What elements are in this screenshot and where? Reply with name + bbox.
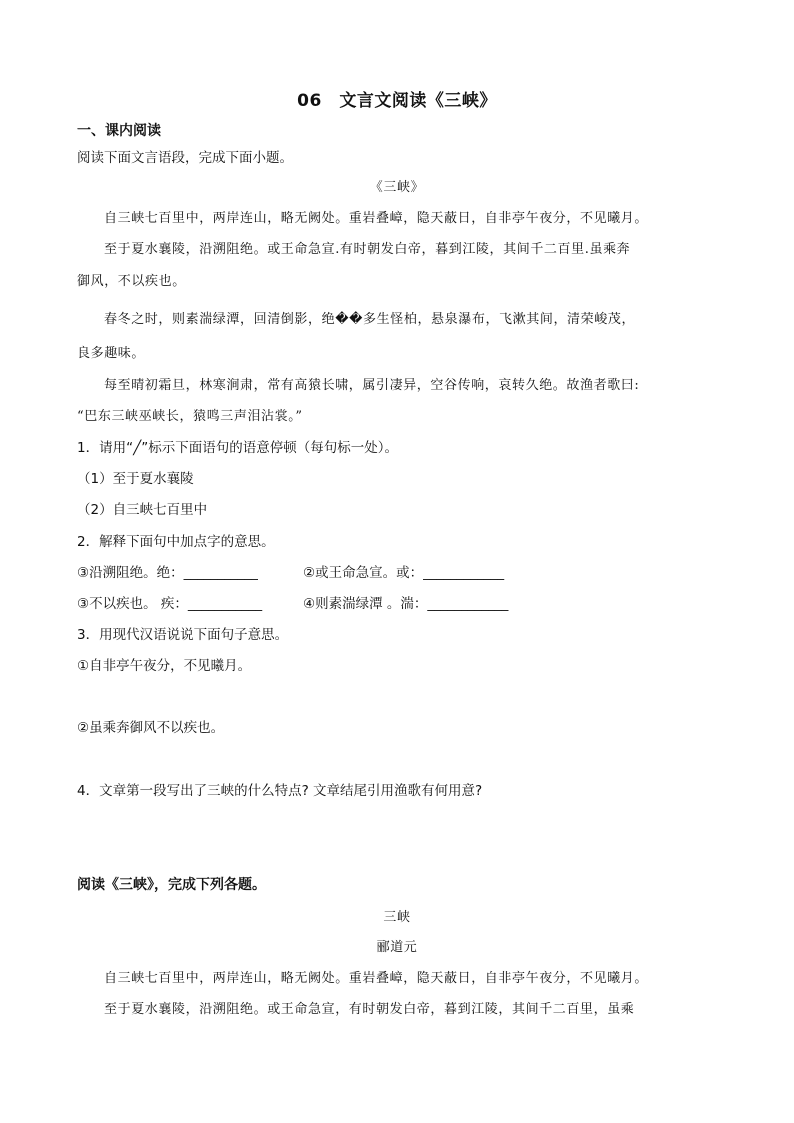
question-1-item: （1）至于夏水襄陵 [77,471,194,487]
question-2-item: ②或王命急宣。或：____________ [303,565,505,581]
passage-paragraph: 自三峡七百里中，两岸连山，略无阙处。重岩叠嶂，隐天蔽日，自非亭午夜分，不见曦月。 [104,211,649,226]
passage-paragraph: 至于夏水襄陵，沿溯阻绝。或王命急宣.有时朝发白帝，暮到江陵，其间千二百里.虽乘奔 [104,242,631,257]
passage-paragraph: 至于夏水襄陵，沿溯阻绝。或王命急宣，有时朝发白帝，暮到江陵，其间千二百里，虽乘 [104,1002,635,1017]
instruction-text: 阅读下面文言语段，完成下面小题。 [77,150,293,166]
question-3-item: ②虽乘奔御风不以疾也。 [77,720,225,736]
passage-author: 郦道元 [376,940,418,955]
section-2-instruction: 阅读《三峡》，完成下列各题。 [77,877,266,893]
question-4: 4．文章第一段写出了三峡的什么特点? 文章结尾引用渔歌有何用意? [77,783,483,799]
passage-paragraph-continued: 御风，不以疾也。 [77,274,186,289]
question-3-item: ①自非亭午夜分，不见曦月。 [77,658,252,674]
question-2-item: ③不以疾也。 疾：___________ [77,596,263,612]
page-title: 06 文言文阅读《三峡》 [297,91,497,111]
question-2-item: ③沿溯阻绝。绝：___________ [77,565,258,581]
section-heading: 一、课内阅读 [77,123,161,139]
passage-paragraph-continued: 良多趣味。 [77,346,146,361]
passage-paragraph: 春冬之时，则素湍绿潭，回清倒影，绝��多生怪柏，悬泉瀑布，飞漱其间，清荣峻茂， [104,312,636,327]
question-1: 1．请用“╱”标示下面语句的语意停顿（每句标一处）。 [77,440,398,456]
passage-title: 《三峡》 [369,180,425,195]
passage-paragraph: 每至晴初霜旦，林寒涧肃，常有高猿长啸，属引凄异，空谷传响，哀转久绝。故渔者歌曰: [104,378,640,393]
question-2: 2．解释下面句中加点字的意思。 [77,534,275,550]
passage-paragraph: 自三峡七百里中，两岸连山，略无阙处。重岩叠嶂，隐天蔽日，自非亭午夜分，不见曦月。 [104,971,649,986]
passage-title: 三峡 [383,910,411,925]
question-1-item: （2）自三峡七百里中 [77,502,208,518]
passage-paragraph-continued: “巴东三峡巫峡长，猿鸣三声泪沾裳。” [77,409,303,424]
question-3: 3．用现代汉语说说下面句子意思。 [77,627,289,643]
question-2-item: ④则素湍绿潭 。湍：____________ [303,596,509,612]
